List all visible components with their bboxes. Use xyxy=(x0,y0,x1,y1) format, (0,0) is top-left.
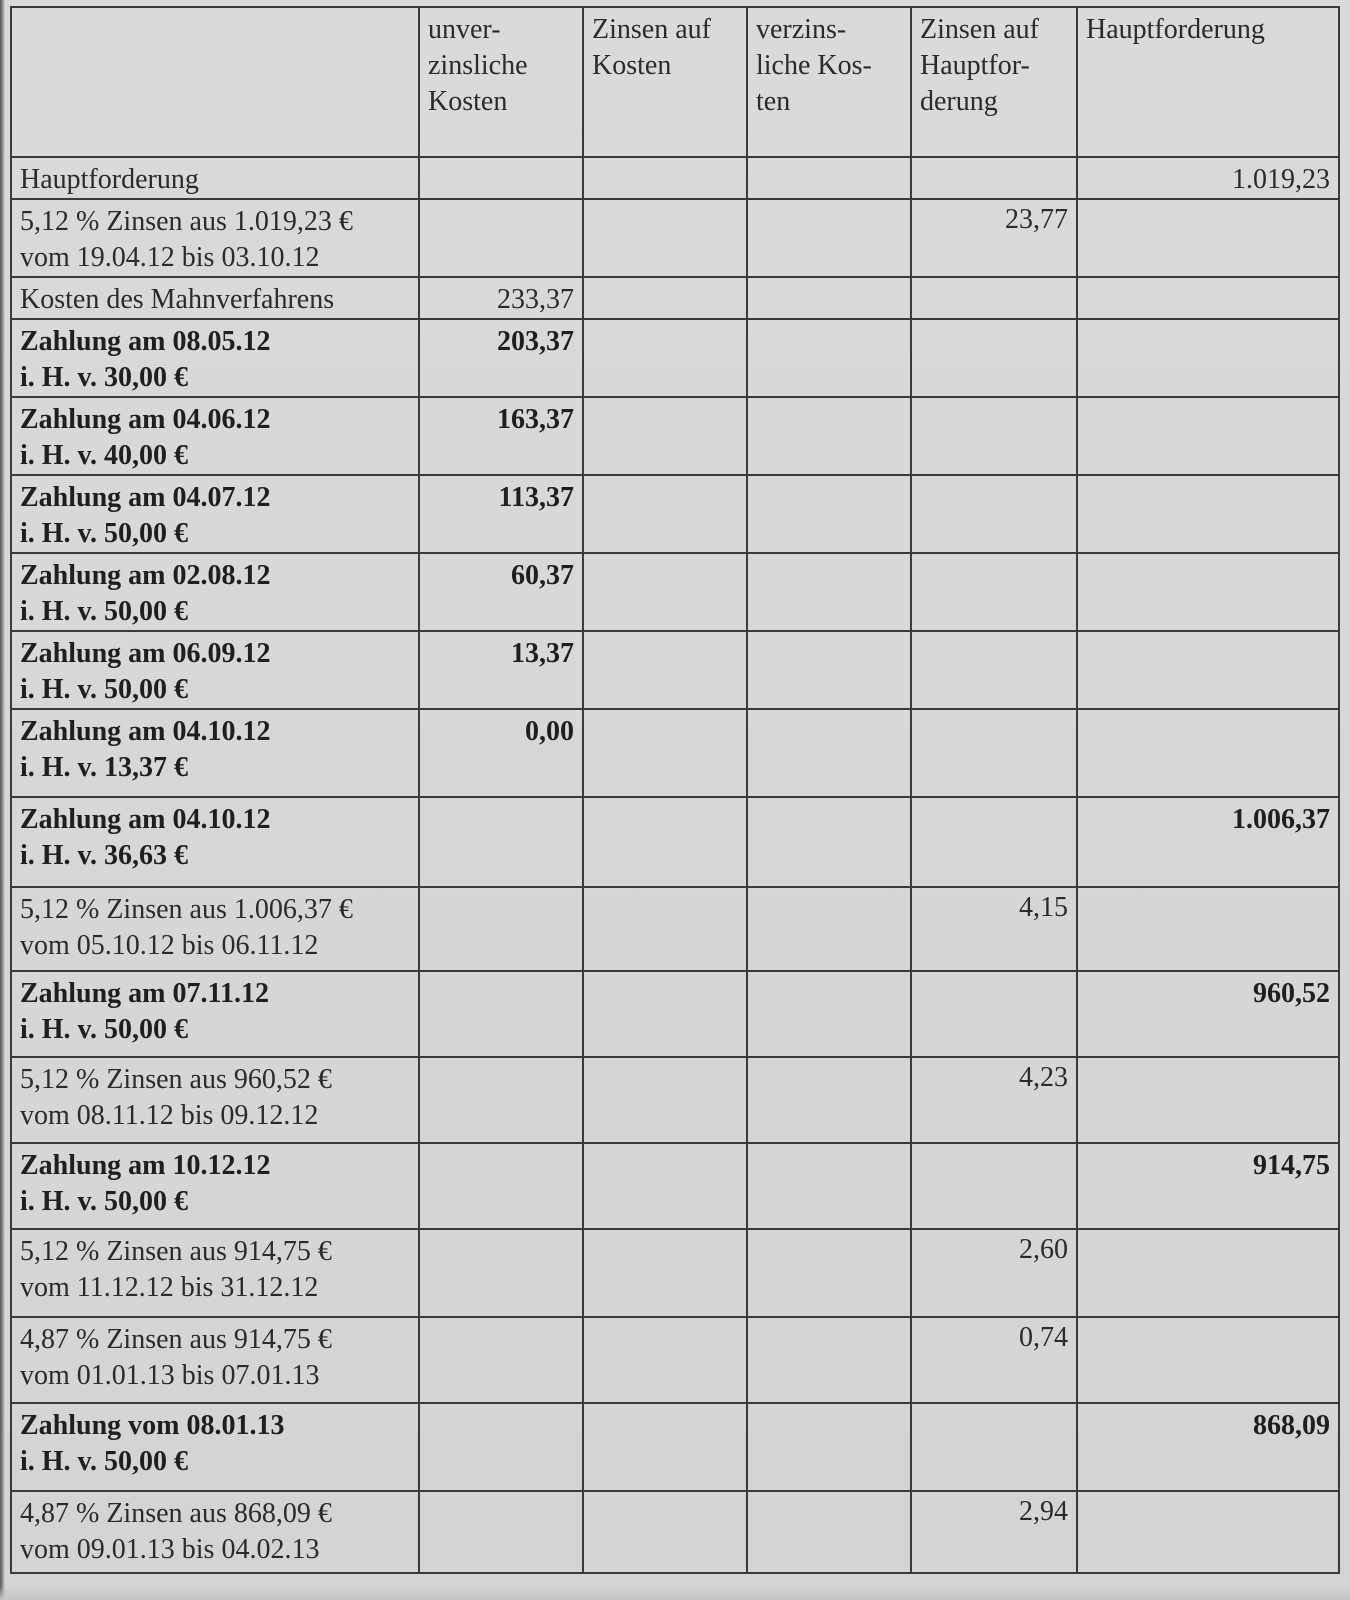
table-row xyxy=(11,1403,1339,1491)
row-label-line: Zahlung am 08.05.12 xyxy=(20,326,271,357)
cell-verzinsliche-kosten xyxy=(747,397,911,475)
scan-bottom-shadow xyxy=(0,1586,1350,1600)
row-label-line: vom 11.12.12 bis 31.12.12 xyxy=(20,1272,319,1303)
cell-zinsen-auf-kosten xyxy=(583,887,747,971)
row-label xyxy=(11,475,419,553)
row-label-line: Zahlung am 06.09.12 xyxy=(20,638,271,669)
cell-unverzinsliche-kosten: 113,37 xyxy=(419,475,583,553)
cell-hauptforderung: 1.006,37 xyxy=(1077,797,1339,887)
row-label xyxy=(11,1403,419,1491)
cell-zinsen-auf-hauptforderung xyxy=(911,971,1077,1057)
row-label-line: Kosten des Mahnverfahrens xyxy=(20,284,335,315)
cell-unverzinsliche-kosten: 233,37 xyxy=(419,277,583,319)
cell-unverzinsliche-kosten xyxy=(419,199,583,277)
row-label-line: 5,12 % Zinsen aus 1.019,23 € xyxy=(20,206,353,237)
cell-hauptforderung xyxy=(1077,1229,1339,1317)
row-label-line: i. H. v. 30,00 € xyxy=(20,362,189,393)
cell-hauptforderung xyxy=(1077,397,1339,475)
table-row xyxy=(11,709,1339,797)
row-label-line: Zahlung am 04.10.12 xyxy=(20,716,271,747)
cell-verzinsliche-kosten xyxy=(747,1143,911,1229)
row-label-line: i. H. v. 50,00 € xyxy=(20,1446,189,1477)
cell-hauptforderung xyxy=(1077,1317,1339,1403)
cell-zinsen-auf-kosten xyxy=(583,157,747,199)
cell-zinsen-auf-kosten xyxy=(583,475,747,553)
cell-unverzinsliche-kosten xyxy=(419,1229,583,1317)
cell-unverzinsliche-kosten: 203,37 xyxy=(419,319,583,397)
row-label xyxy=(11,1057,419,1143)
row-label-line: vom 08.11.12 bis 09.12.12 xyxy=(20,1100,319,1131)
row-label xyxy=(11,553,419,631)
row-label xyxy=(11,631,419,709)
cell-zinsen-auf-kosten xyxy=(583,397,747,475)
row-label-line: Zahlung am 04.06.12 xyxy=(20,404,271,435)
table-row xyxy=(11,277,1339,319)
cell-zinsen-auf-hauptforderung: 4,23 xyxy=(911,1057,1077,1143)
cell-zinsen-auf-kosten xyxy=(583,1317,747,1403)
cell-zinsen-auf-kosten xyxy=(583,631,747,709)
table-row xyxy=(11,1057,1339,1143)
row-label xyxy=(11,797,419,887)
cell-hauptforderung xyxy=(1077,553,1339,631)
table-row xyxy=(11,887,1339,971)
cell-zinsen-auf-kosten xyxy=(583,797,747,887)
cell-hauptforderung xyxy=(1077,709,1339,797)
cell-verzinsliche-kosten xyxy=(747,199,911,277)
cell-zinsen-auf-hauptforderung: 4,15 xyxy=(911,887,1077,971)
cell-verzinsliche-kosten xyxy=(747,709,911,797)
cell-zinsen-auf-kosten xyxy=(583,1143,747,1229)
cell-zinsen-auf-kosten xyxy=(583,971,747,1057)
row-label xyxy=(11,709,419,797)
row-label-line: i. H. v. 40,00 € xyxy=(20,440,189,471)
row-label-line: vom 05.10.12 bis 06.11.12 xyxy=(20,930,319,961)
row-label-line: 4,87 % Zinsen aus 868,09 € xyxy=(20,1498,332,1529)
row-label-line: i. H. v. 50,00 € xyxy=(20,1014,189,1045)
cell-hauptforderung xyxy=(1077,475,1339,553)
cell-unverzinsliche-kosten xyxy=(419,1143,583,1229)
cell-hauptforderung xyxy=(1077,1057,1339,1143)
cell-zinsen-auf-hauptforderung xyxy=(911,1143,1077,1229)
cell-verzinsliche-kosten xyxy=(747,1057,911,1143)
cell-unverzinsliche-kosten xyxy=(419,887,583,971)
row-label-line: Zahlung vom 08.01.13 xyxy=(20,1410,285,1441)
cell-unverzinsliche-kosten xyxy=(419,1491,583,1573)
row-label-line: i. H. v. 36,63 € xyxy=(20,840,189,871)
table-row xyxy=(11,1491,1339,1573)
header-zinsen-auf-hauptforderung: Zinsen auf Hauptfor- derung xyxy=(911,7,1077,157)
claim-calculation-table xyxy=(10,6,1340,1574)
cell-zinsen-auf-kosten xyxy=(583,1057,747,1143)
row-label-line: i. H. v. 50,00 € xyxy=(20,674,189,705)
row-label-line: i. H. v. 13,37 € xyxy=(20,752,189,783)
cell-zinsen-auf-kosten xyxy=(583,277,747,319)
cell-zinsen-auf-hauptforderung: 2,94 xyxy=(911,1491,1077,1573)
cell-verzinsliche-kosten xyxy=(747,475,911,553)
cell-verzinsliche-kosten xyxy=(747,1403,911,1491)
row-label-line: vom 19.04.12 bis 03.10.12 xyxy=(20,242,320,273)
cell-verzinsliche-kosten xyxy=(747,157,911,199)
cell-hauptforderung xyxy=(1077,631,1339,709)
cell-zinsen-auf-hauptforderung xyxy=(911,553,1077,631)
cell-zinsen-auf-kosten xyxy=(583,1229,747,1317)
row-label xyxy=(11,157,419,199)
row-label-line: Zahlung am 02.08.12 xyxy=(20,560,271,591)
cell-zinsen-auf-kosten xyxy=(583,553,747,631)
row-label xyxy=(11,397,419,475)
cell-hauptforderung xyxy=(1077,887,1339,971)
table-body xyxy=(11,157,1339,1573)
row-label xyxy=(11,319,419,397)
header-verzinsliche-kosten: verzins- liche Kos- ten xyxy=(747,7,911,157)
table-row xyxy=(11,1317,1339,1403)
cell-zinsen-auf-hauptforderung xyxy=(911,157,1077,199)
row-label xyxy=(11,1229,419,1317)
cell-zinsen-auf-kosten xyxy=(583,319,747,397)
cell-zinsen-auf-hauptforderung xyxy=(911,709,1077,797)
cell-zinsen-auf-kosten xyxy=(583,1403,747,1491)
header-row xyxy=(11,7,1339,157)
cell-verzinsliche-kosten xyxy=(747,887,911,971)
scan-edge-shadow xyxy=(0,0,5,1600)
cell-zinsen-auf-hauptforderung: 0,74 xyxy=(911,1317,1077,1403)
cell-hauptforderung xyxy=(1077,277,1339,319)
row-label-line: i. H. v. 50,00 € xyxy=(20,596,189,627)
cell-verzinsliche-kosten xyxy=(747,971,911,1057)
table-row xyxy=(11,397,1339,475)
cell-hauptforderung: 914,75 xyxy=(1077,1143,1339,1229)
row-label-line: 4,87 % Zinsen aus 914,75 € xyxy=(20,1324,332,1355)
table-row xyxy=(11,199,1339,277)
header-zinsen-auf-kosten: Zinsen auf Kosten xyxy=(583,7,747,157)
cell-hauptforderung xyxy=(1077,1491,1339,1573)
row-label-line: Hauptforderung xyxy=(20,164,199,195)
cell-verzinsliche-kosten xyxy=(747,631,911,709)
cell-verzinsliche-kosten xyxy=(747,1229,911,1317)
cell-hauptforderung xyxy=(1077,319,1339,397)
row-label-line: i. H. v. 50,00 € xyxy=(20,518,189,549)
row-label xyxy=(11,1491,419,1573)
cell-unverzinsliche-kosten: 13,37 xyxy=(419,631,583,709)
cell-zinsen-auf-hauptforderung xyxy=(911,277,1077,319)
header-unverzinsliche-kosten: unver- zinsliche Kosten xyxy=(419,7,583,157)
cell-verzinsliche-kosten xyxy=(747,319,911,397)
row-label-line: 5,12 % Zinsen aus 960,52 € xyxy=(20,1064,332,1095)
row-label xyxy=(11,1143,419,1229)
row-label-line: Zahlung am 10.12.12 xyxy=(20,1150,271,1181)
cell-unverzinsliche-kosten xyxy=(419,1317,583,1403)
row-label-line: Zahlung am 07.11.12 xyxy=(20,978,269,1009)
row-label xyxy=(11,199,419,277)
row-label xyxy=(11,887,419,971)
row-label-line: 5,12 % Zinsen aus 914,75 € xyxy=(20,1236,332,1267)
cell-zinsen-auf-hauptforderung xyxy=(911,631,1077,709)
table-row xyxy=(11,319,1339,397)
cell-verzinsliche-kosten xyxy=(747,797,911,887)
cell-unverzinsliche-kosten: 0,00 xyxy=(419,709,583,797)
cell-verzinsliche-kosten xyxy=(747,1491,911,1573)
cell-hauptforderung xyxy=(1077,199,1339,277)
cell-zinsen-auf-hauptforderung xyxy=(911,475,1077,553)
row-label-line: vom 09.01.13 bis 04.02.13 xyxy=(20,1534,320,1565)
row-label-line: Zahlung am 04.10.12 xyxy=(20,804,271,835)
cell-unverzinsliche-kosten: 60,37 xyxy=(419,553,583,631)
cell-hauptforderung: 960,52 xyxy=(1077,971,1339,1057)
cell-zinsen-auf-kosten xyxy=(583,709,747,797)
table-row xyxy=(11,1143,1339,1229)
table-row xyxy=(11,157,1339,199)
cell-unverzinsliche-kosten: 163,37 xyxy=(419,397,583,475)
cell-hauptforderung: 868,09 xyxy=(1077,1403,1339,1491)
cell-zinsen-auf-hauptforderung xyxy=(911,797,1077,887)
cell-zinsen-auf-hauptforderung xyxy=(911,319,1077,397)
row-label xyxy=(11,971,419,1057)
row-label-line: Zahlung am 04.07.12 xyxy=(20,482,271,513)
cell-zinsen-auf-kosten xyxy=(583,199,747,277)
cell-zinsen-auf-kosten xyxy=(583,1491,747,1573)
cell-zinsen-auf-hauptforderung xyxy=(911,397,1077,475)
cell-zinsen-auf-hauptforderung: 2,60 xyxy=(911,1229,1077,1317)
row-label-line: 5,12 % Zinsen aus 1.006,37 € xyxy=(20,894,353,925)
cell-unverzinsliche-kosten xyxy=(419,971,583,1057)
row-label xyxy=(11,277,419,319)
table-row xyxy=(11,797,1339,887)
cell-hauptforderung: 1.019,23 xyxy=(1077,157,1339,199)
table-row xyxy=(11,475,1339,553)
cell-unverzinsliche-kosten xyxy=(419,1057,583,1143)
cell-verzinsliche-kosten xyxy=(747,1317,911,1403)
row-label-line: i. H. v. 50,00 € xyxy=(20,1186,189,1217)
header-label-column xyxy=(11,7,419,157)
table-row xyxy=(11,971,1339,1057)
cell-unverzinsliche-kosten xyxy=(419,1403,583,1491)
table-row xyxy=(11,631,1339,709)
cell-unverzinsliche-kosten xyxy=(419,157,583,199)
row-label-line: vom 01.01.13 bis 07.01.13 xyxy=(20,1360,320,1391)
cell-zinsen-auf-hauptforderung xyxy=(911,1403,1077,1491)
table-row xyxy=(11,553,1339,631)
cell-zinsen-auf-hauptforderung: 23,77 xyxy=(911,199,1077,277)
cell-verzinsliche-kosten xyxy=(747,553,911,631)
cell-unverzinsliche-kosten xyxy=(419,797,583,887)
table-row xyxy=(11,1229,1339,1317)
header-hauptforderung: Hauptforderung xyxy=(1077,7,1339,157)
row-label xyxy=(11,1317,419,1403)
cell-verzinsliche-kosten xyxy=(747,277,911,319)
